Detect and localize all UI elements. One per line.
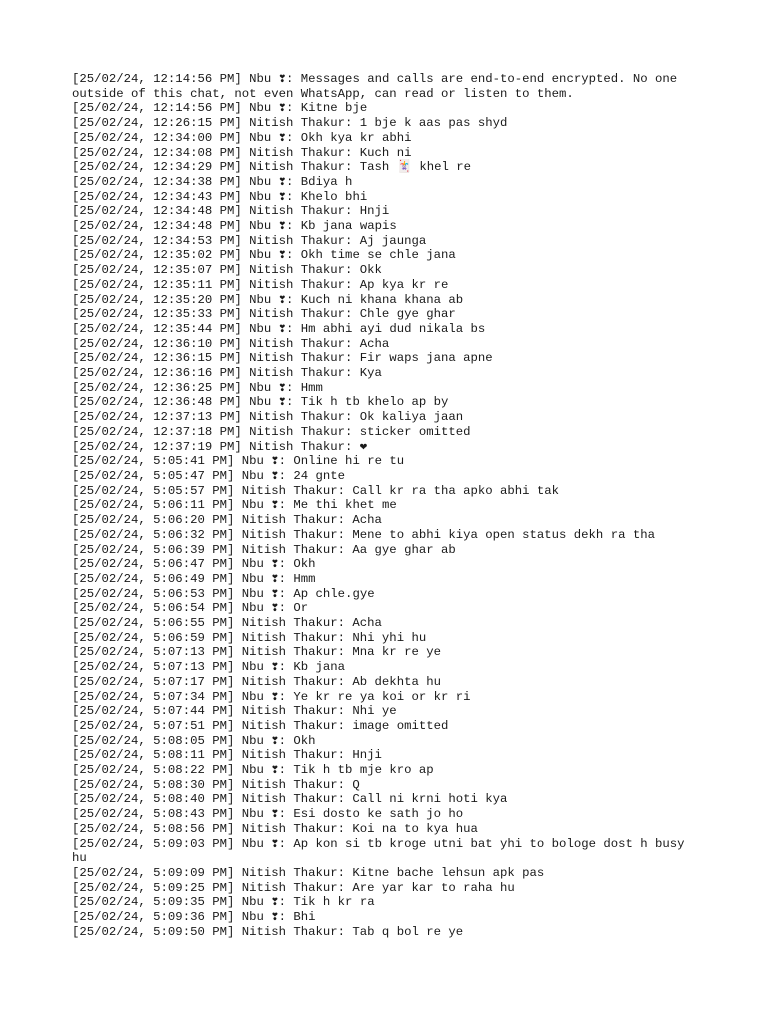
chat-message-line: [25/02/24, 12:35:02 PM] Nbu ❣: Okh time se chle jana (72, 248, 456, 263)
chat-message-line: [25/02/24, 5:08:05 PM] Nbu ❣: Okh (72, 733, 316, 748)
chat-message-line: [25/02/24, 5:08:56 PM] Nitish Thakur: Koi na to kya hua (72, 821, 478, 836)
chat-message-line: [25/02/24, 5:06:20 PM] Nitish Thakur: Acha (72, 513, 382, 528)
chat-message-line: [25/02/24, 12:34:48 PM] Nitish Thakur: Hnji (72, 204, 390, 219)
chat-message-line: [25/02/24, 5:07:17 PM] Nitish Thakur: Ab dekhta hu (72, 674, 441, 689)
chat-message-line: [25/02/24, 5:05:47 PM] Nbu ❣: 24 gnte (72, 468, 346, 483)
chat-message-line: [25/02/24, 12:36:15 PM] Nitish Thakur: Fir waps jana apne (72, 351, 493, 366)
chat-transcript (72, 72, 700, 939)
chat-message-line: [25/02/24, 5:08:30 PM] Nitish Thakur: Q (72, 777, 360, 792)
chat-message-line: [25/02/24, 12:37:18 PM] Nitish Thakur: sticker omitted (72, 424, 471, 439)
chat-message-line: [25/02/24, 5:09:36 PM] Nbu ❣: Bhi (72, 910, 316, 925)
chat-message-line: [25/02/24, 12:37:13 PM] Nitish Thakur: Ok kaliya jaan (72, 410, 464, 425)
chat-message-line: [25/02/24, 5:07:13 PM] Nbu ❣: Kb jana (72, 660, 346, 675)
chat-message-line: [25/02/24, 5:08:11 PM] Nitish Thakur: Hnji (72, 748, 382, 763)
chat-message-line: [25/02/24, 5:06:59 PM] Nitish Thakur: Nhi yhi hu (72, 630, 427, 645)
chat-message-line: [25/02/24, 12:34:53 PM] Nitish Thakur: Aj jaunga (72, 233, 427, 248)
chat-message-line: [25/02/24, 5:08:43 PM] Nbu ❣: Esi dosto ke sath jo ho (72, 807, 464, 822)
chat-message-line: [25/02/24, 5:09:50 PM] Nitish Thakur: Tab q bol re ye (72, 924, 464, 939)
chat-message-line: [25/02/24, 12:34:48 PM] Nbu ❣: Kb jana wapis (72, 219, 397, 234)
chat-message-line: [25/02/24, 5:09:35 PM] Nbu ❣: Tik h kr ra (72, 895, 375, 910)
chat-message-line: [25/02/24, 5:07:44 PM] Nitish Thakur: Nhi ye (72, 704, 397, 719)
chat-message-line: [25/02/24, 12:26:15 PM] Nitish Thakur: 1 bje k aas pas shyd (72, 116, 508, 131)
chat-message-line: [25/02/24, 12:35:20 PM] Nbu ❣: Kuch ni khana khana ab (72, 292, 464, 307)
chat-message-line: [25/02/24, 5:09:03 PM] Nbu ❣: Ap kon si tb kroge utni bat yhi to bologe dost h busy hu (72, 836, 692, 866)
chat-message-line: [25/02/24, 12:36:16 PM] Nitish Thakur: Kya (72, 366, 382, 381)
chat-message-line: [25/02/24, 5:06:49 PM] Nbu ❣: Hmm (72, 571, 316, 586)
chat-message-line: [25/02/24, 12:36:48 PM] Nbu ❣: Tik h tb khelo ap by (72, 395, 449, 410)
chat-message-line: [25/02/24, 12:34:08 PM] Nitish Thakur: Kuch ni (72, 145, 412, 160)
chat-message-line: [25/02/24, 5:09:25 PM] Nitish Thakur: Are yar kar to raha hu (72, 880, 515, 895)
chat-message-line: [25/02/24, 12:36:10 PM] Nitish Thakur: Acha (72, 336, 390, 351)
chat-message-line: [25/02/24, 12:34:38 PM] Nbu ❣: Bdiya h (72, 174, 353, 189)
chat-message-line: [25/02/24, 12:35:07 PM] Nitish Thakur: Okk (72, 263, 382, 278)
chat-message-line: [25/02/24, 5:06:11 PM] Nbu ❣: Me thi khet me (72, 498, 397, 513)
chat-message-line: [25/02/24, 12:35:11 PM] Nitish Thakur: Ap kya kr re (72, 277, 449, 292)
chat-message-line: [25/02/24, 5:06:55 PM] Nitish Thakur: Acha (72, 616, 382, 631)
chat-message-line: [25/02/24, 5:05:57 PM] Nitish Thakur: Call kr ra tha apko abhi tak (72, 483, 560, 498)
chat-message-line: [25/02/24, 5:07:13 PM] Nitish Thakur: Mna kr re ye (72, 645, 441, 660)
chat-message-line: [25/02/24, 5:06:54 PM] Nbu ❣: Or (72, 601, 309, 616)
chat-message-line: [25/02/24, 12:34:29 PM] Nitish Thakur: Tash 🃏 khel re (72, 160, 472, 175)
chat-message-line: [25/02/24, 5:07:34 PM] Nbu ❣: Ye kr re ya koi or kr ri (72, 689, 471, 704)
chat-message-line: [25/02/24, 5:06:32 PM] Nitish Thakur: Mene to abhi kiya open status dekh ra tha (72, 527, 655, 542)
chat-message-line: [25/02/24, 12:36:25 PM] Nbu ❣: Hmm (72, 380, 323, 395)
chat-message-line: [25/02/24, 5:06:53 PM] Nbu ❣: Ap chle.gye (72, 586, 375, 601)
chat-message-line: [25/02/24, 12:14:56 PM] Nbu ❣: Messages and calls are end-to-end encrypted. No one outside of this chat, not even WhatsApp, can read or listen to them. (72, 72, 685, 101)
chat-message-line: [25/02/24, 12:34:00 PM] Nbu ❣: Okh kya kr abhi (72, 130, 412, 145)
chat-message-line: [25/02/24, 12:14:56 PM] Nbu ❣: Kitne bje (72, 101, 368, 116)
chat-message-line: [25/02/24, 5:07:51 PM] Nitish Thakur: image omitted (72, 718, 449, 733)
chat-message-line: [25/02/24, 5:08:40 PM] Nitish Thakur: Call ni krni hoti kya (72, 792, 508, 807)
chat-message-line: [25/02/24, 5:05:41 PM] Nbu ❣: Online hi re tu (72, 454, 405, 469)
chat-message-line: [25/02/24, 12:37:19 PM] Nitish Thakur: ❤ (72, 439, 368, 454)
chat-message-line: [25/02/24, 12:34:43 PM] Nbu ❣: Khelo bhi (72, 189, 368, 204)
chat-message-line: [25/02/24, 12:35:33 PM] Nitish Thakur: Chle gye ghar (72, 307, 456, 322)
chat-message-line: [25/02/24, 5:06:39 PM] Nitish Thakur: Aa gye ghar ab (72, 542, 456, 557)
chat-message-line: [25/02/24, 5:09:09 PM] Nitish Thakur: Kitne bache lehsun apk pas (72, 865, 545, 880)
chat-message-line: [25/02/24, 12:35:44 PM] Nbu ❣: Hm abhi ayi dud nikala bs (72, 321, 486, 336)
chat-message-line: [25/02/24, 5:06:47 PM] Nbu ❣: Okh (72, 557, 316, 572)
chat-message-line: [25/02/24, 5:08:22 PM] Nbu ❣: Tik h tb mje kro ap (72, 763, 434, 778)
